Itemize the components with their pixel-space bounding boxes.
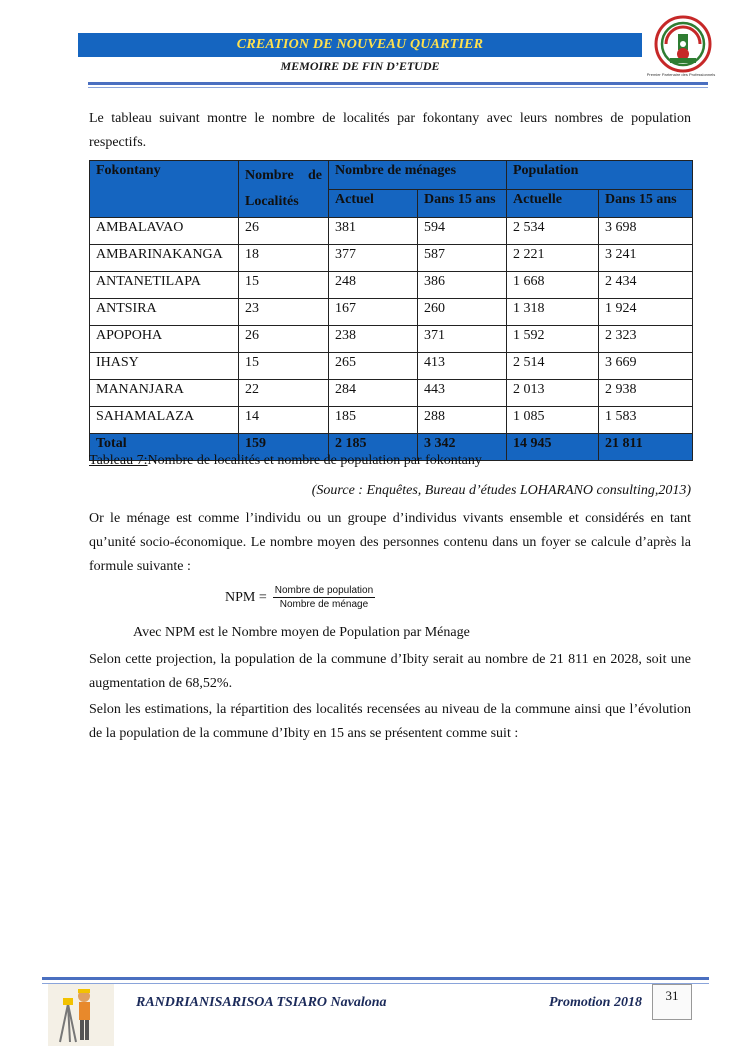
header-nombre-line2: Localités	[245, 194, 299, 209]
cell-population-15ans: 2 938	[599, 380, 693, 407]
header-fokontany: Fokontany	[90, 161, 239, 218]
total-population-actuelle: 14 945	[507, 434, 599, 461]
table-row	[90, 407, 693, 434]
cell-population-actuelle: 1 318	[507, 299, 599, 326]
estimations-paragraph: Selon les estimations, la répartition des localités recensées au niveau de la commune ainsi que l’évolution de la population de la commune d’Ibity en 15 ans se présentent comme suit :	[89, 702, 691, 741]
header-population: Population	[507, 161, 693, 190]
cell-fokontany: ANTSIRA	[90, 299, 239, 326]
cell-localites: 26	[239, 218, 329, 245]
cell-localites: 22	[239, 380, 329, 407]
header-nombre-localites	[239, 161, 329, 218]
formula-numerator: Nombre de population	[274, 585, 374, 596]
cell-menages-15ans: 443	[418, 380, 507, 407]
cell-menages-actuel: 381	[329, 218, 418, 245]
header-dans15-population: Dans 15 ans	[599, 189, 693, 218]
logo-tagline: Premier Partenaire des Professionnels	[646, 72, 716, 77]
cell-menages-15ans: 260	[418, 299, 507, 326]
cell-menages-actuel: 185	[329, 407, 418, 434]
cell-population-15ans: 2 323	[599, 326, 693, 353]
cell-population-15ans: 3 698	[599, 218, 693, 245]
cell-localites: 14	[239, 407, 329, 434]
cell-fokontany: ANTANETILAPA	[90, 272, 239, 299]
localites-table	[89, 160, 693, 461]
cell-menages-15ans: 594	[418, 218, 507, 245]
caption-text: Nombre de localités et nombre de population par fokontany	[147, 453, 482, 468]
table-row	[90, 272, 693, 299]
header-title: CREATION DE NOUVEAU QUARTIER	[236, 37, 484, 52]
cell-population-actuelle: 2 514	[507, 353, 599, 380]
cell-menages-actuel: 238	[329, 326, 418, 353]
projection-paragraph: Selon cette projection, la population de la commune d’Ibity serait au nombre de 21 811 en 2028, soit une augmentation de 68,52%.	[89, 652, 691, 691]
table-row	[90, 326, 693, 353]
cell-population-actuelle: 1 668	[507, 272, 599, 299]
header-dans15-menages: Dans 15 ans	[418, 189, 507, 218]
total-menages-actuel: 2 185	[329, 434, 418, 461]
cell-localites: 26	[239, 326, 329, 353]
cell-menages-actuel: 377	[329, 245, 418, 272]
cell-menages-15ans: 371	[418, 326, 507, 353]
caption-label: Tableau 7:	[89, 453, 148, 468]
cell-localites: 15	[239, 353, 329, 380]
cell-localites: 23	[239, 299, 329, 326]
formula-fraction	[273, 585, 375, 610]
cell-fokontany: SAHAMALAZA	[90, 407, 239, 434]
cell-fokontany: IHASY	[90, 353, 239, 380]
header-divider-thin	[88, 87, 708, 88]
header-subtitle: MEMOIRE DE FIN D’ETUDE	[280, 59, 440, 73]
header-actuel: Actuel	[329, 189, 418, 218]
header-bar	[78, 33, 642, 57]
total-label: Total	[90, 434, 239, 461]
cell-menages-15ans: 288	[418, 407, 507, 434]
cell-fokontany: APOPOHA	[90, 326, 239, 353]
footer-author: RANDRIANISARISOA TSIARO Navalona	[136, 995, 387, 1010]
cell-population-actuelle: 1 085	[507, 407, 599, 434]
surveyor-illustration-icon	[48, 984, 114, 1046]
cell-population-15ans: 3 241	[599, 245, 693, 272]
cell-population-15ans: 2 434	[599, 272, 693, 299]
cell-population-15ans: 1 924	[599, 299, 693, 326]
header-divider	[88, 82, 708, 85]
table-header-row	[90, 161, 693, 190]
table-source: (Source : Enquêtes, Bureau d’études LOHARANO consulting,2013)	[311, 483, 691, 498]
footer-divider-thin	[42, 983, 709, 984]
page-number: 31	[652, 984, 692, 1020]
cell-menages-15ans: 413	[418, 353, 507, 380]
cell-population-actuelle: 2 013	[507, 380, 599, 407]
cell-menages-actuel: 248	[329, 272, 418, 299]
table-row	[90, 245, 693, 272]
header-menages: Nombre de ménages	[329, 161, 507, 190]
cell-localites: 18	[239, 245, 329, 272]
cell-menages-actuel: 167	[329, 299, 418, 326]
cell-population-actuelle: 2 221	[507, 245, 599, 272]
npm-formula	[225, 585, 375, 610]
cell-population-actuelle: 2 534	[507, 218, 599, 245]
cell-menages-actuel: 265	[329, 353, 418, 380]
cell-population-15ans: 1 583	[599, 407, 693, 434]
intro-paragraph: Le tableau suivant montre le nombre de localités par fokontany avec leurs nombres de population respectifs.	[89, 111, 691, 150]
cell-fokontany: AMBALAVAO	[90, 218, 239, 245]
table-row	[90, 380, 693, 407]
cell-menages-15ans: 587	[418, 245, 507, 272]
menage-paragraph: Or le ménage est comme l’individu ou un groupe d’individus vivants ensemble et considérés en tant qu’unité socio-économique. Le nombre moyen des personnes contenu dans un foyer se calcule d’après la formule suivante :	[89, 511, 691, 574]
footer-promotion: Promotion 2018	[549, 995, 642, 1010]
cell-menages-15ans: 386	[418, 272, 507, 299]
cell-population-actuelle: 1 592	[507, 326, 599, 353]
total-localites: 159	[239, 434, 329, 461]
formula-lhs: NPM =	[225, 589, 267, 605]
header-actuelle: Actuelle	[507, 189, 599, 218]
total-menages-15ans: 3 342	[418, 434, 507, 461]
cell-fokontany: MANANJARA	[90, 380, 239, 407]
cell-population-15ans: 3 669	[599, 353, 693, 380]
cell-localites: 15	[239, 272, 329, 299]
npm-definition: Avec NPM est le Nombre moyen de Population par Ménage	[133, 625, 470, 640]
institution-logo-icon	[640, 12, 726, 80]
header-nombre-line1: Nombre de	[245, 168, 322, 183]
table-caption	[89, 453, 482, 469]
footer-divider	[42, 977, 709, 980]
cell-fokontany: AMBARINAKANGA	[90, 245, 239, 272]
formula-denominator: Nombre de ménage	[279, 599, 369, 610]
cell-menages-actuel: 284	[329, 380, 418, 407]
total-population-15ans: 21 811	[599, 434, 693, 461]
table-row	[90, 353, 693, 380]
table-row	[90, 218, 693, 245]
table-row	[90, 299, 693, 326]
